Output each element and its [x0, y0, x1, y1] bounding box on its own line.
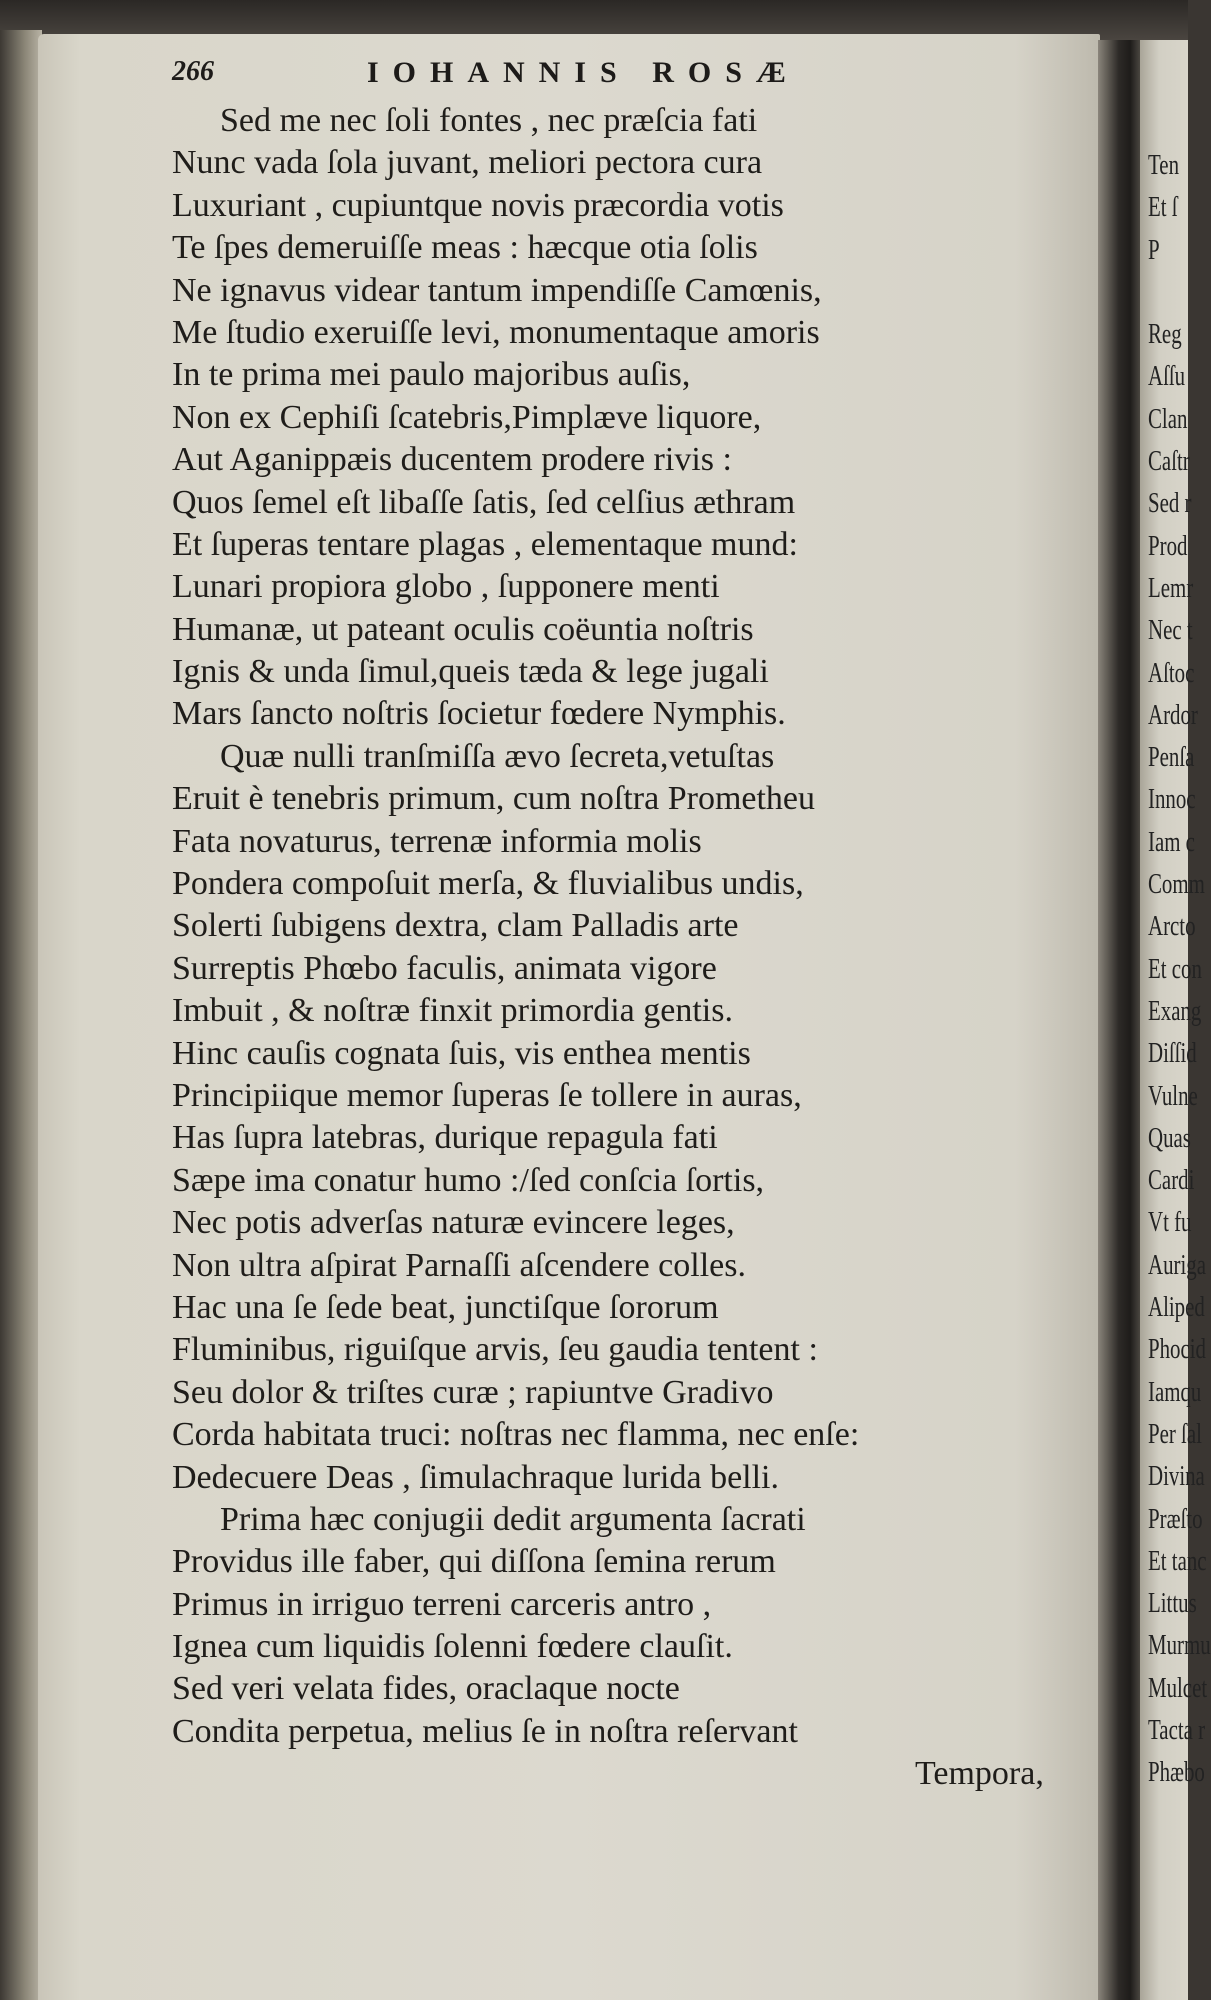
- facing-page-line: Tacta r: [1148, 1713, 1206, 1746]
- poem-line: Prima hæc conjugii dedit argumenta ſacrati: [220, 1500, 806, 1538]
- poem-line: In te prima mei paulo majoribus auſis,: [172, 356, 691, 394]
- poem-line: Hinc cauſis cognata ſuis, vis enthea mentis: [172, 1034, 751, 1072]
- poem-line: Te ſpes demeruiſſe meas : hæcque otia ſolis: [172, 229, 758, 267]
- poem-line: Providus ille faber, qui diſſona ſemina rerum: [172, 1543, 776, 1581]
- poem-line: Nec potis adverſas naturæ evincere leges,: [172, 1204, 735, 1242]
- facing-page: [1140, 40, 1211, 2000]
- facing-page-line: Per ſal: [1148, 1417, 1202, 1450]
- facing-page-line: Quas: [1148, 1121, 1191, 1154]
- poem-line: Ignis & unda ſimul,queis tæda & lege jugali: [172, 653, 769, 691]
- facing-page-text: [1148, 144, 1211, 1794]
- poem-line: Ignea cum liquidis ſolenni fœdere clauſit.: [172, 1628, 733, 1666]
- facing-page-line: Ardor: [1148, 698, 1198, 731]
- page-header: [172, 56, 1072, 96]
- facing-page-line: Vt fu: [1148, 1206, 1192, 1239]
- facing-page-line: Reg: [1148, 318, 1182, 351]
- poem-line: Sed me nec ſoli fontes , nec præſcia fati: [220, 102, 758, 139]
- poem-line: Surreptis Phœbo faculis, animata vigore: [172, 949, 717, 987]
- poem-line: Nunc vada ſola juvant, meliori pectora cura: [172, 144, 763, 182]
- poem-line: Fata novaturus, terrenæ informia molis: [172, 822, 702, 860]
- facing-page-line: Divina: [1148, 1460, 1205, 1493]
- poem-line: Lunari propiora globo , ſupponere menti: [172, 568, 720, 606]
- poem-line: Ne ignavus videar tantum impendiſſe Camœnis,: [172, 271, 822, 309]
- facing-page-line: Phocid: [1148, 1333, 1207, 1366]
- facing-page-line: Innoc: [1148, 783, 1196, 816]
- poem-text: [172, 100, 859, 1753]
- poem-line: Sed veri velata fides, oraclaque nocte: [172, 1670, 680, 1708]
- poem-line: Quos ſemel eſt libaſſe ſatis, ſed celſius æthram: [172, 483, 796, 521]
- poem-line: Sæpe ima conatur humo :/ſed conſcia ſortis,: [172, 1161, 765, 1199]
- facing-page-line: Clan: [1148, 402, 1188, 435]
- facing-page-line: Vulne: [1148, 1079, 1198, 1112]
- poem-line: Non ultra aſpirat Parnaſſi aſcendere colles.: [172, 1246, 746, 1284]
- facing-page-line: Cardi: [1148, 1164, 1195, 1197]
- facing-page-line: Auriga: [1148, 1248, 1206, 1281]
- facing-page-line: Iam c: [1148, 825, 1195, 858]
- poem-line: Luxuriant , cupiuntque novis præcordia votis: [172, 186, 784, 224]
- poem-line: Solerti ſubigens dextra, clam Palladis arte: [172, 907, 739, 945]
- facing-page-line: Penſa: [1148, 741, 1195, 774]
- facing-page-line: Et con: [1148, 952, 1202, 985]
- poem-line: Imbuit , & noſtræ finxit primordia gentis.: [172, 992, 733, 1030]
- facing-page-line: Et ſ: [1148, 191, 1178, 224]
- facing-page-line: Aſtoc: [1148, 656, 1195, 689]
- poem-line: Aut Aganippæis ducentem prodere rivis :: [172, 441, 732, 479]
- catchword: Tempora,: [915, 1755, 1044, 1792]
- poem-line: Corda habitata truci: noſtras nec flamma, nec enſe:: [172, 1416, 860, 1454]
- facing-page-line: Præſto: [1148, 1502, 1203, 1535]
- book-gutter: [1098, 40, 1144, 2000]
- facing-page-line: Ten: [1148, 149, 1180, 181]
- facing-page-line: Mulcet: [1148, 1671, 1208, 1704]
- poem-line: Fluminibus, riguiſque arvis, ſeu gaudia tentent :: [172, 1331, 818, 1369]
- facing-page-line: Arcto: [1148, 910, 1196, 943]
- facing-page-line: Phæbo: [1148, 1756, 1205, 1789]
- poem-line: Me ſtudio exeruiſſe levi, monumentaque amoris: [172, 313, 820, 351]
- facing-page-line: P: [1148, 233, 1160, 266]
- poem-line: Non ex Cephiſi ſcatebris,Pimplæve liquore,: [172, 398, 762, 436]
- facing-page-line: Sed r: [1148, 487, 1192, 520]
- facing-page-line: Et tanc: [1148, 1544, 1207, 1577]
- poem-line: Eruit è tenebris primum, cum noſtra Prometheu: [172, 780, 816, 818]
- facing-page-line: Comm: [1148, 868, 1205, 901]
- facing-page-line: Murmu: [1148, 1629, 1211, 1662]
- poem-line: Et ſuperas tentare plagas , elementaque mund:: [172, 525, 798, 563]
- poem-line: Humanæ, ut pateant oculis coëuntia noſtris: [172, 610, 754, 648]
- poem-line: Hac una ſe ſede beat, junctiſque ſororum: [172, 1288, 719, 1326]
- facing-page-line: Aliped: [1148, 1291, 1205, 1324]
- poem-line: Pondera compoſuit merſa, & fluvialibus undis,: [172, 865, 804, 903]
- poem-line: Seu dolor & triſtes curæ ; rapiuntve Gradivo: [172, 1373, 774, 1411]
- facing-page-line: Iamqu: [1148, 1375, 1202, 1408]
- facing-page-line: Prod: [1148, 529, 1188, 562]
- running-title: IOHANNIS ROSÆ: [367, 56, 800, 89]
- facing-page-line: Aſſu: [1148, 360, 1186, 393]
- facing-page-line: Caſtr: [1148, 445, 1190, 478]
- poem-line: Principiique memor ſuperas ſe tollere in auras,: [172, 1076, 802, 1114]
- poem-line: Quæ nulli tranſmiſſa ævo ſecreta,vetuſtas: [220, 737, 775, 775]
- facing-page-line: Exang: [1148, 994, 1202, 1027]
- facing-page-line: Diſſid: [1148, 1037, 1197, 1070]
- facing-page-line: Lemr: [1148, 571, 1194, 604]
- facing-page-line: Nec t: [1148, 614, 1193, 647]
- page-number: 266: [172, 56, 214, 87]
- poem-line: Condita perpetua, melius ſe in noſtra reſervant: [172, 1712, 798, 1750]
- book-page-edges: [0, 30, 42, 2000]
- facing-page-line: Littus: [1148, 1587, 1197, 1620]
- facing-page-line: [1148, 271, 1211, 313]
- poem-line: Mars ſancto noſtris ſocietur fœdere Nymphis.: [172, 695, 786, 733]
- poem-line: Dedecuere Deas , ſimulachraque lurida belli.: [172, 1458, 780, 1496]
- poem-line: Primus in irriguo terreni carceris antro ,: [172, 1585, 712, 1623]
- poem-line: Has ſupra latebras, durique repagula fati: [172, 1119, 718, 1157]
